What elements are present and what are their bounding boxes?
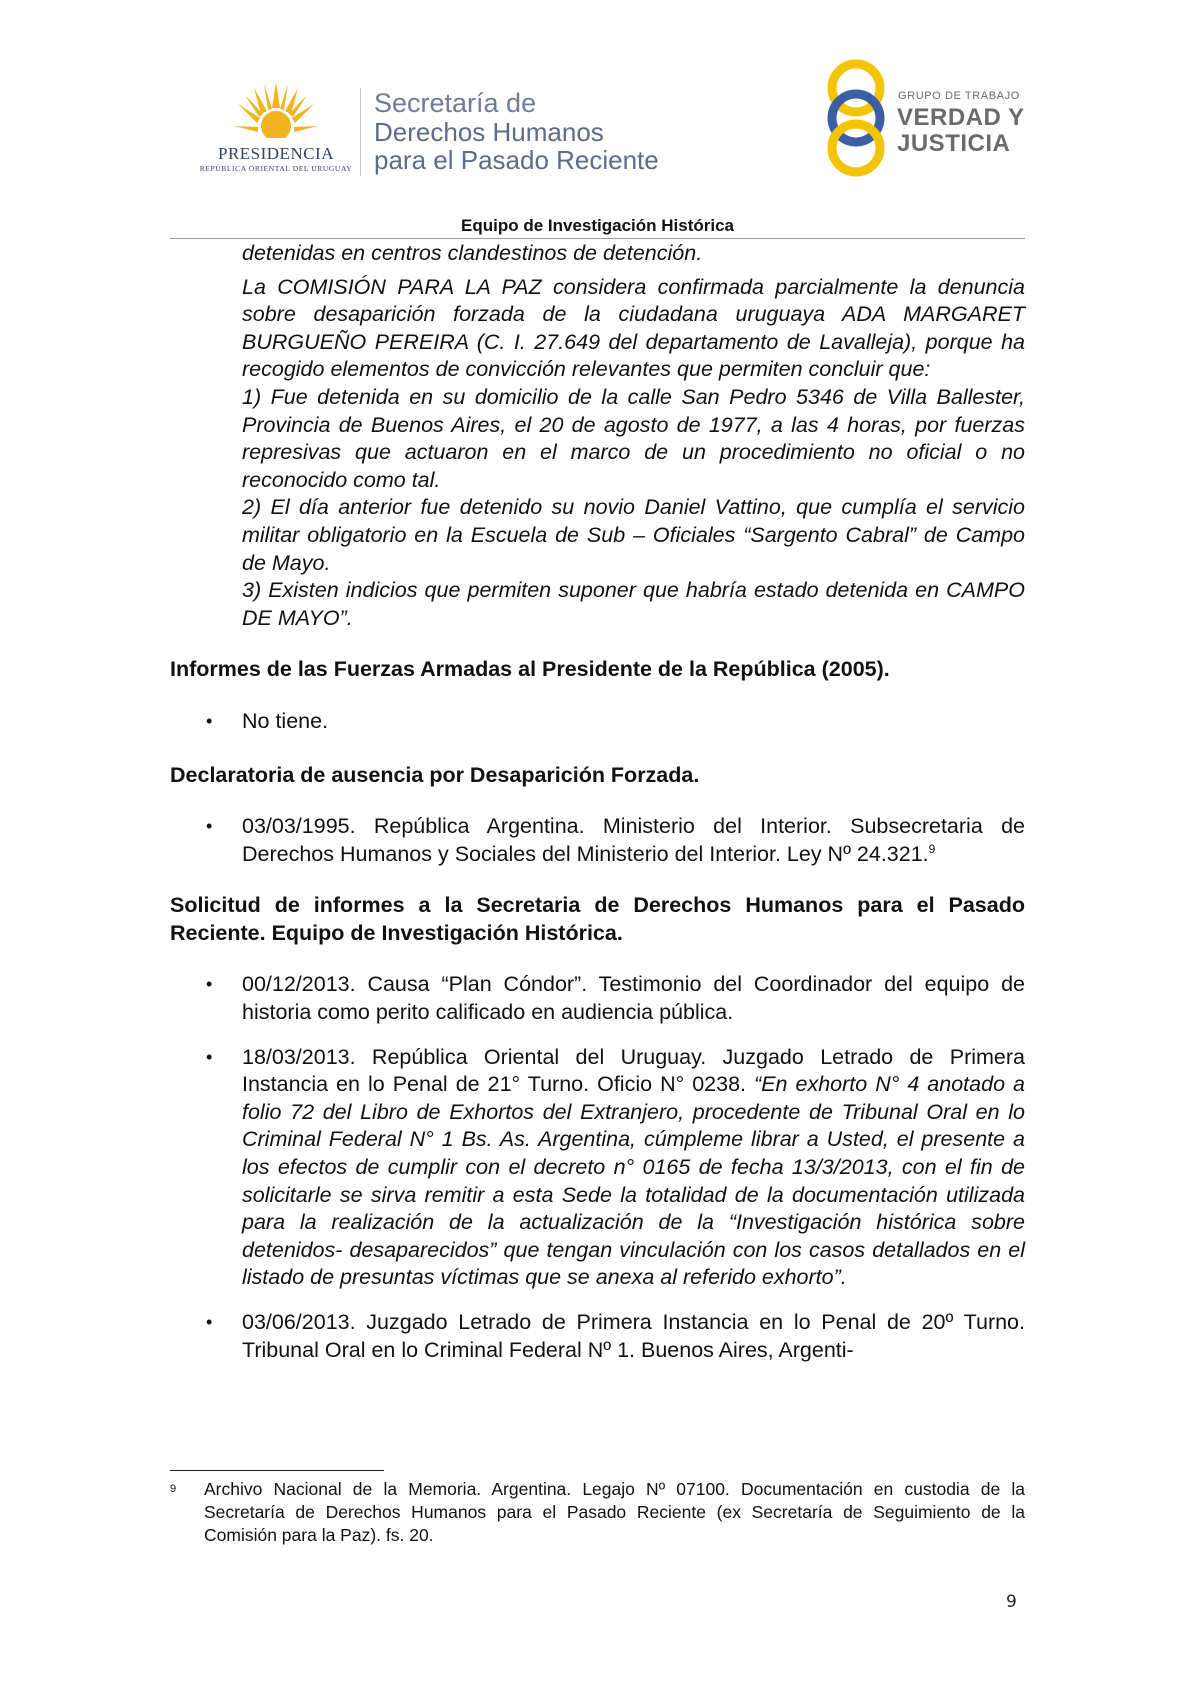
header-rule: [170, 238, 1025, 239]
list-item: [206, 708, 1025, 736]
secretaria-logo-text: [374, 88, 659, 174]
rings-emblem-icon: [820, 58, 892, 178]
vyj-line-2: VERDAD Y: [897, 104, 1025, 131]
header-divider: [360, 88, 361, 176]
list-declaratoria: [170, 813, 1025, 868]
quote-first-line: detenidas en centros clandestinos de detención.: [242, 241, 703, 265]
list-item: [206, 813, 1025, 868]
vyj-line-3: JUSTICIA: [897, 130, 1011, 157]
sun-emblem-icon: [234, 80, 318, 148]
item-text: 03/03/1995. República Argentina. Ministerio del Interior. Subsecretaria de Derechos Humanos y Sociales del Ministerio del Interior. Ley Nº 24.321.: [242, 814, 1025, 866]
list-item: [206, 1044, 1025, 1292]
list-solicitud: [170, 971, 1025, 1364]
footnote-text: Archivo Nacional de la Memoria. Argentina. Legajo Nº 07100. Documentación en custodia de la Secretaría de Derechos Humanos para el Pasado Reciente (ex Secretaría de Seguimiento de la Comisión para la Paz). fs. 20.: [204, 1479, 1025, 1545]
presidencia-subtitle: REPÚBLICA ORIENTAL DEL URUGUAY: [199, 164, 353, 173]
list-item: [206, 971, 1025, 1026]
item-text: 00/12/2013. Causa “Plan Cóndor”. Testimonio del Coordinador del equipo de historia como perito calificado en audiencia pública.: [242, 972, 1025, 1025]
secretaria-line-2: Derechos Humanos: [374, 117, 604, 147]
heading-declaratoria: Declaratoria de ausencia por Desaparición Forzada.: [170, 762, 700, 787]
page-number: 9: [1006, 1592, 1017, 1612]
verdad-justicia-logo: [820, 58, 1030, 178]
footnote-number: 9: [170, 1483, 177, 1495]
footnote-reference[interactable]: 9: [928, 841, 936, 856]
quote-point-1: 1) Fue detenida en su domicilio de la calle San Pedro 5346 de Villa Ballester, Provincia de Buenos Aires, el 20 de agosto de 1977, a las 4 horas, por fuerzas represivas que actuaron en el marco de un procedimiento no oficial o no reconocido como tal.: [242, 384, 1025, 492]
secretaria-line-3: para el Pasado Reciente: [374, 145, 659, 175]
heading-fuerzas-armadas: Informes de las Fuerzas Armadas al Presidente de la República (2005).: [170, 657, 890, 682]
quote-point-3: 3) Existen indicios que permiten suponer que habría estado detenida en CAMPO DE MAYO”.: [242, 578, 1025, 630]
quote-paragraph: La COMISIÓN PARA LA PAZ considera confirmada parcialmente la denuncia sobre desaparición forzada de la ciudadana uruguaya ADA MARGARET BURGUEÑO PEREIRA (C. I. 27.649 del departamento de Lavalleja), porque ha recogido elementos de convicción relevantes que permiten concluir que:: [242, 274, 1025, 382]
quote-point-2: 2) El día anterior fue detenido su novio Daniel Vattino, que cumplía el servicio militar obligatorio en la Escuela de Sub – Oficiales “Sargento Cabral” de Campo de Mayo.: [242, 495, 1025, 575]
secretaria-line-1: Secretaría de: [374, 88, 537, 118]
footnote-rule: [170, 1470, 384, 1471]
vyj-line-1: GRUPO DE TRABAJO: [898, 90, 1020, 102]
bullet-icon: •: [206, 1312, 213, 1332]
footnote: [170, 1478, 1025, 1547]
bullet-icon: •: [206, 1046, 213, 1067]
document-body: [170, 240, 1025, 1364]
quote-block: [242, 240, 1025, 632]
heading-solicitud: Solicitud de informes a la Secretaria de Derechos Humanos para el Pasado Reciente. Equipo de Investigación Histórica.: [170, 893, 1025, 945]
presidencia-logo: [196, 80, 356, 180]
list-fuerzas: [170, 708, 1025, 736]
list-item: [206, 1309, 1025, 1364]
bullet-icon: •: [206, 816, 213, 837]
item-text: No tiene.: [242, 708, 329, 733]
presidencia-title: PRESIDENCIA: [217, 144, 334, 163]
bullet-icon: •: [206, 974, 213, 995]
team-title: Equipo de Investigación Histórica: [461, 216, 734, 235]
item-text: 03/06/2013. Juzgado Letrado de Primera Instancia en lo Penal de 20º Turno. Tribunal Oral en lo Criminal Federal Nº 1. Buenos Aires, Argenti-: [242, 1310, 1025, 1362]
item-quote-text: “En exhorto N° 4 anotado a folio 72 del Libro de Exhortos del Extranjero, procedente de Tribunal Oral en lo Criminal Federal N° 1 Bs. As. Argentina, cúmpleme librar a Usted, el presente a los efectos de cumplir con el decreto n° 0165 de fecha 13/3/2013, con el fin de solicitarle se sirva remitir a esta Sede la totalidad de la documentación utilizada para la realización de la actualización de la “Investigación histórica sobre detenidos- desaparecidos” que tengan vinculación con los casos detallados en el listado de presuntas víctimas que se anexa al referido exhorto”.: [242, 1072, 1025, 1290]
bullet-icon: •: [206, 710, 213, 731]
item-text: 18/03/2013. República Oriental del Uruguay. Juzgado Letrado de Primera Instancia en lo Penal de 21° Turno. Oficio N° 0238.: [242, 1044, 1025, 1097]
